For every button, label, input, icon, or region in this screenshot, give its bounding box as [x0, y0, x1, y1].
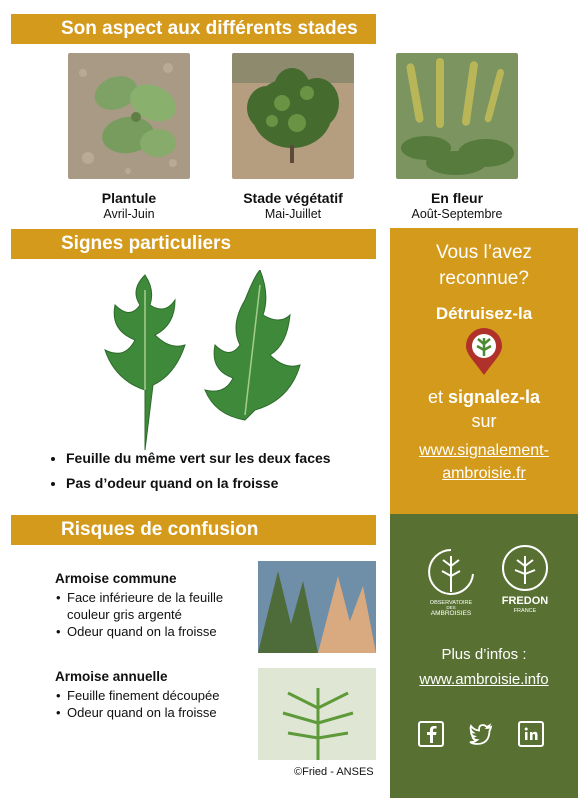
- fredon-logo: [495, 544, 555, 616]
- confusion-item: • Feuille finement découpée: [67, 687, 255, 704]
- stage-period: Août-Septembre: [411, 207, 503, 221]
- confusion-title: Armoise commune: [55, 571, 177, 586]
- fleur-photo: [396, 53, 518, 179]
- ambroisie-info-link[interactable]: www.ambroisie.info: [419, 671, 549, 688]
- confusion-item: • Odeur quand on la froisse: [67, 623, 255, 640]
- sign-item: • Pas d’odeur quand on la froisse: [66, 475, 331, 491]
- stage-name: Stade végétatif: [243, 190, 343, 206]
- confusion-item: • Face inférieure de la feuille couleur gris argenté: [67, 589, 255, 623]
- confusion-annuelle: [55, 668, 255, 721]
- infos-label: Plus d’infos :: [441, 646, 527, 663]
- stage-name: En fleur: [430, 190, 484, 206]
- leaves-illustration: [75, 270, 325, 450]
- plantule-photo: [68, 53, 190, 179]
- svg-text:FREDON: FREDON: [501, 595, 549, 607]
- section-header-signs: Signes particuliers: [11, 229, 376, 259]
- signs-list: [48, 450, 331, 500]
- map-pin-icon: [464, 328, 504, 376]
- report-panel: [390, 228, 578, 514]
- stage-name: Plantule: [101, 190, 157, 206]
- info-panel: [390, 514, 578, 798]
- report-text: et signalez-la: [427, 387, 541, 407]
- stage-vegetatif: [232, 53, 354, 221]
- sign-item: • Feuille du même vert sur les deux faces: [66, 450, 331, 466]
- confusion-commune: [55, 570, 255, 640]
- armoise-annuelle-photo: [258, 668, 376, 760]
- stage-period: Mai-Juillet: [264, 207, 322, 221]
- section-header-confusion: Risques de confusion: [11, 515, 376, 545]
- confusion-item: • Odeur quand on la froisse: [67, 704, 255, 721]
- vegetatif-photo: [232, 53, 354, 179]
- linkedin-icon[interactable]: [518, 721, 544, 747]
- svg-text:DES: DES: [446, 605, 456, 610]
- facebook-icon[interactable]: [418, 721, 444, 747]
- section-header-stages: Son aspect aux différents stades: [11, 14, 376, 44]
- report-suffix: sur: [471, 411, 497, 431]
- destroy-text: Détruisez-la: [435, 304, 533, 323]
- armoise-commune-photo: [258, 561, 376, 653]
- observatoire-logo: [415, 544, 487, 616]
- stage-fleur: [396, 53, 518, 221]
- confusion-title: Armoise annuelle: [55, 669, 168, 684]
- svg-text:OBSERVATOIRE: OBSERVATOIRE: [429, 600, 473, 606]
- twitter-icon[interactable]: [468, 721, 494, 747]
- stage-period: Avril-Juin: [103, 207, 155, 221]
- svg-text:FRANCE: FRANCE: [513, 608, 537, 614]
- svg-text:AMBROISIES: AMBROISIES: [430, 610, 472, 616]
- photo-credit: ©Fried - ANSES: [294, 766, 374, 778]
- stage-plantule: [68, 53, 190, 221]
- question-text: Vous l’avez reconnue?: [435, 242, 533, 289]
- signalement-link[interactable]: www.signalement-ambroisie.fr: [419, 442, 549, 482]
